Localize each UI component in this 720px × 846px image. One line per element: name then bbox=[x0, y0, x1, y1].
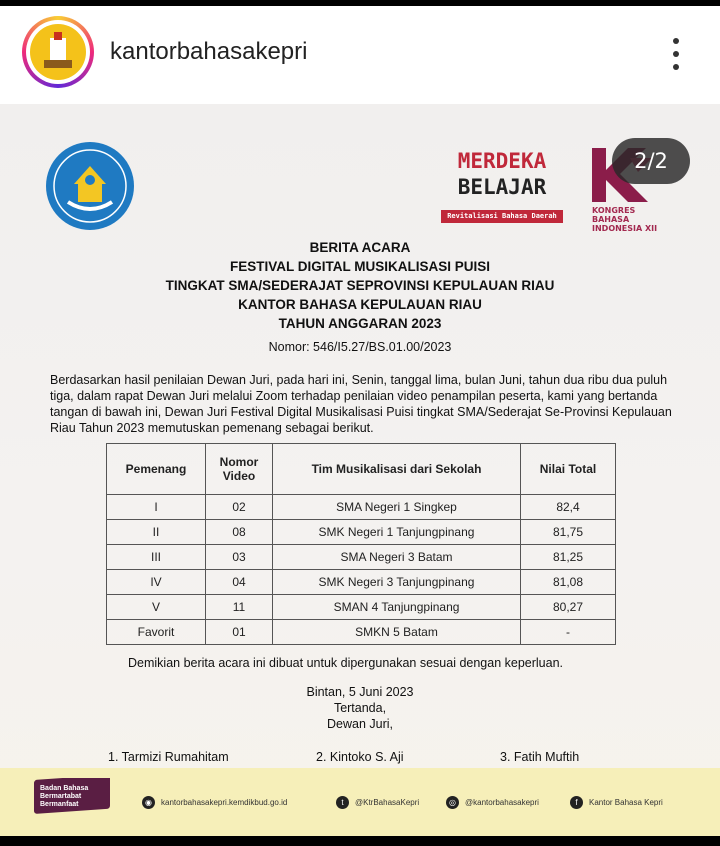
avatar-emblem-icon bbox=[30, 24, 86, 80]
dewan-juri-label: Dewan Juri, bbox=[327, 717, 393, 731]
slogan-line-3: Bermanfaat bbox=[40, 801, 79, 808]
cell-video: 04 bbox=[206, 570, 273, 595]
col-pemenang: Pemenang bbox=[107, 444, 206, 495]
kbi-text bbox=[592, 206, 657, 233]
belajar-word: BELAJAR bbox=[457, 175, 547, 199]
footer-website bbox=[142, 796, 287, 809]
document-number: Nomor: 546/I5.27/BS.01.00/2023 bbox=[268, 340, 452, 354]
table-row bbox=[107, 520, 616, 545]
facebook-icon: f bbox=[570, 796, 583, 809]
cell-score: 82,4 bbox=[521, 495, 616, 520]
merdeka-word: MERDEKA bbox=[457, 149, 547, 173]
profile-avatar[interactable] bbox=[22, 16, 94, 88]
cell-video: 01 bbox=[206, 620, 273, 645]
cell-rank: IV bbox=[107, 570, 206, 595]
cell-score: 80,27 bbox=[521, 595, 616, 620]
place-date: Bintan, 5 Juni 2023 bbox=[306, 685, 414, 699]
col-nilai: Nilai Total bbox=[521, 444, 616, 495]
table-row bbox=[107, 620, 616, 645]
cell-rank: III bbox=[107, 545, 206, 570]
post-image[interactable] bbox=[0, 104, 720, 836]
carousel-page-counter: 2/2 bbox=[612, 138, 690, 184]
revitalisasi-tag: Revitalisasi Bahasa Daerah bbox=[441, 210, 563, 223]
cell-school: SMA Negeri 1 Singkep bbox=[273, 495, 521, 520]
cell-school: SMAN 4 Tanjungpinang bbox=[273, 595, 521, 620]
judge-name: 1. Tarmizi Rumahitam bbox=[108, 750, 229, 764]
title-line: KANTOR BAHASA KEPULAUAN RIAU bbox=[238, 297, 482, 312]
document-title bbox=[0, 238, 720, 333]
closing-statement: Demikian berita acara ini dibuat untuk dipergunakan sesuai dengan keperluan. bbox=[128, 656, 564, 670]
winners-table bbox=[106, 443, 616, 645]
col-nomor-video: Nomor Video bbox=[206, 444, 273, 495]
footer-twitter-text: @KtrBahasaKepri bbox=[355, 798, 420, 807]
document-footer bbox=[0, 768, 720, 836]
username[interactable]: kantorbahasakepri bbox=[110, 38, 308, 65]
cell-video: 11 bbox=[206, 595, 273, 620]
title-line: BERITA ACARA bbox=[309, 240, 411, 255]
cell-rank: V bbox=[107, 595, 206, 620]
cell-score: 81,75 bbox=[521, 520, 616, 545]
judge-name: 2. Kintoko S. Aji bbox=[316, 750, 404, 764]
avatar-logo bbox=[30, 24, 86, 80]
twitter-icon: t bbox=[336, 796, 349, 809]
cell-rank: Favorit bbox=[107, 620, 206, 645]
col-tim: Tim Musikalisasi dari Sekolah bbox=[273, 444, 521, 495]
table-row bbox=[107, 545, 616, 570]
cell-school: SMK Negeri 1 Tanjungpinang bbox=[273, 520, 521, 545]
more-options-icon[interactable] bbox=[666, 34, 686, 74]
footer-facebook-text: Kantor Bahasa Kepri bbox=[589, 798, 663, 807]
footer-instagram-text: @kantorbahasakepri bbox=[465, 798, 539, 807]
tertanda-label: Tertanda, bbox=[333, 701, 387, 715]
avatar-frame bbox=[26, 20, 90, 84]
judge-name: 3. Fatih Muftih bbox=[500, 750, 580, 764]
footer-instagram bbox=[446, 796, 539, 809]
footer-facebook bbox=[570, 796, 663, 809]
tut-wuri-handayani-logo bbox=[44, 140, 136, 232]
cell-school: SMA Negeri 3 Batam bbox=[273, 545, 521, 570]
cell-rank: I bbox=[107, 495, 206, 520]
badan-bahasa-slogan-logo bbox=[34, 778, 112, 818]
table-row bbox=[107, 595, 616, 620]
cell-score: 81,25 bbox=[521, 545, 616, 570]
kbi-line-1: KONGRES bbox=[592, 206, 636, 215]
kbi-line-3: INDONESIA XII bbox=[592, 224, 658, 233]
footer-twitter bbox=[336, 796, 419, 809]
cell-video: 08 bbox=[206, 520, 273, 545]
post-header bbox=[0, 6, 720, 104]
cell-rank: II bbox=[107, 520, 206, 545]
cell-score: 81,08 bbox=[521, 570, 616, 595]
table-header-row bbox=[107, 444, 616, 495]
cell-school: SMKN 5 Batam bbox=[273, 620, 521, 645]
title-line: TAHUN ANGGARAN 2023 bbox=[278, 316, 442, 331]
signature-block bbox=[300, 684, 420, 732]
cell-video: 02 bbox=[206, 495, 273, 520]
merdeka-belajar-logo bbox=[432, 148, 572, 226]
cell-score: - bbox=[521, 620, 616, 645]
title-line: TINGKAT SMA/SEDERAJAT SEPROVINSI KEPULAUAN RIAU bbox=[165, 278, 555, 293]
tut-wuri-emblem-icon bbox=[44, 140, 136, 232]
slogan-line-2: Bermartabat bbox=[40, 793, 82, 800]
instagram-icon: ◎ bbox=[446, 796, 459, 809]
body-paragraph: Berdasarkan hasil penilaian Dewan Juri, pada hari ini, Senin, tanggal lima, bulan Juni, tahun dua ribu dua puluh tiga, dalam rapat Dewan Juri melalui Zoom terhadap penilaian video penampilan peserta, kami yang bertanda tangan di bawah ini, Dewan Juri Festival Digital Musikalisasi Puisi tingkat SMA/Sederajat Se-Provinsi Kepulauan Riau Tahun 2023 memutuskan pemenang sebagai berikut. bbox=[50, 373, 672, 435]
table-row bbox=[107, 570, 616, 595]
slogan-line-1: Badan Bahasa bbox=[40, 785, 89, 792]
cell-school: SMK Negeri 3 Tanjungpinang bbox=[273, 570, 521, 595]
footer-website-text: kantorbahasakepri.kemdikbud.go.id bbox=[161, 798, 288, 807]
kbi-line-2: BAHASA bbox=[592, 215, 630, 224]
web-icon: ◉ bbox=[142, 796, 155, 809]
title-line: FESTIVAL DIGITAL MUSIKALISASI PUISI bbox=[229, 259, 491, 274]
cell-video: 03 bbox=[206, 545, 273, 570]
table-row bbox=[107, 495, 616, 520]
